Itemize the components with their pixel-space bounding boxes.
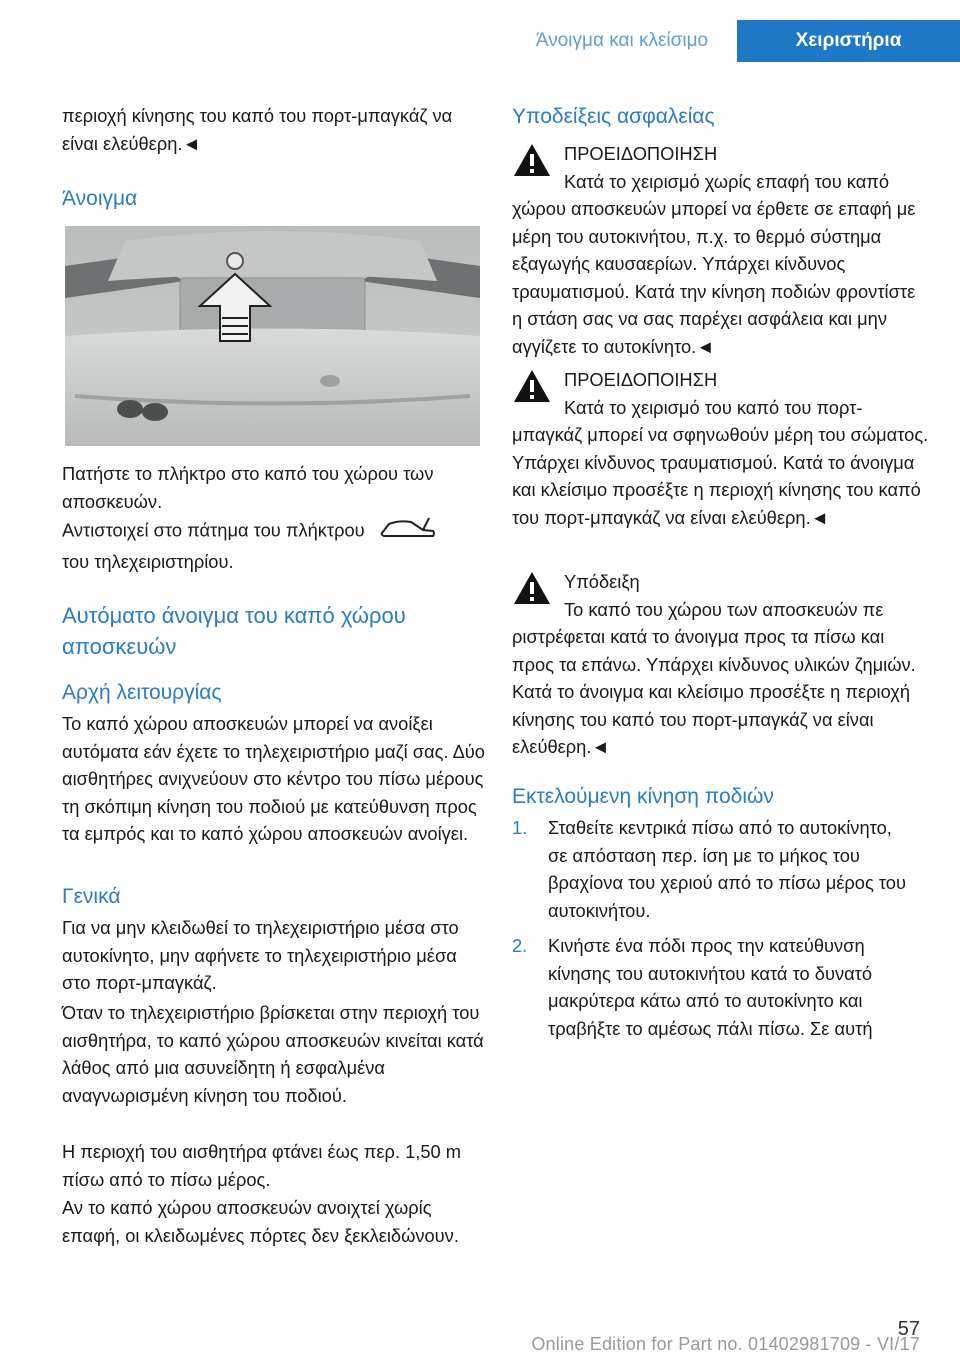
note-block	[512, 568, 930, 761]
remote-text-a: Αντιστοιχεί στο πάτημα του πλήκτρου	[62, 519, 365, 541]
warning-1-title: ΠΡΟΕΙΔΟΠΟΙΗΣΗ	[564, 143, 718, 164]
heading-general: Γενικά	[62, 885, 121, 908]
press-button-text: Πατήστε το πλήκτρο στο καπό του χώρου των αποσκευών.	[62, 463, 434, 512]
intro-text: περιοχή κίνησης του καπό του πορτ-μπαγκάζ να είναι ελεύθερη.◄	[62, 105, 453, 154]
warning-2-text: μπαγκάζ μπορεί να σφηνωθούν μέρη του σώματος. Υπάρχει κίνδυνος τραυματισμού. Κατά το άνοιγμα και κλείσιμο προσέξτε η περιοχή κίνησης του καπό του πορτ-μπαγκάζ να είναι ελεύθερη.◄	[512, 424, 929, 528]
note-text: ριστρέφεται κατά το άνοιγμα προς τα πίσω και προς τα επάνω. Υπάρχει κίνδυνος υλικών ζημιών. Κατά το άνοιγμα και κλείσιμο προσέξτε η περιοχή κίνησης του καπό του πορτ-μπαγκάζ να είναι ελεύθερη.◄	[512, 626, 916, 757]
general-text-3: Η περιοχή του αισθητήρα φτάνει έως περ. 1,50 m πίσω από το πίσω μέρος.	[62, 1141, 461, 1190]
warning-1-first-line: Κατά το χειρισμό χωρίς επαφή του καπό	[564, 170, 890, 192]
note-title: Υπόδειξη	[564, 571, 640, 592]
header-section-title: Άνοιγμα και κλείσιμο	[535, 30, 709, 51]
note-first-line: Το καπό του χώρου των αποσκευών πε	[564, 598, 884, 620]
header-chapter-tab: Χειριστήρια	[737, 20, 960, 62]
heading-auto-open: Αυτόματο άνοιγμα του καπό χώρου αποσκευών	[62, 603, 406, 659]
car-trunk-icon	[379, 516, 437, 548]
heading-foot-movement: Εκτελούμενη κίνηση ποδιών	[512, 785, 774, 808]
steps-list	[512, 814, 912, 1042]
heading-open: Άνοιγμα	[62, 187, 138, 210]
step-item	[512, 932, 912, 1042]
warning-triangle-icon	[512, 368, 552, 404]
general-text-4: Αν το καπό χώρου αποσκευών ανοιχτεί χωρίς επαφή, οι κλειδωμένες πόρτες δεν ξεκλειδώνουν.	[62, 1197, 459, 1246]
step-item	[512, 814, 912, 924]
warning-2-title: ΠΡΟΕΙΔΟΠΟΙΗΣΗ	[564, 369, 718, 390]
principle-text: Το καπό χώρου αποσκευών μπορεί να ανοίξει αυτόματα εάν έχετε το τηλεχειριστήριο μαζί σας. Δύο αισθητήρες ανιχνεύουν στο κέντρο του πίσω μέρους τη σκόπιμη κίνηση του ποδιού με κατεύθυνση προς τα εμπρός και το καπό χώρου αποσκευών ανοίγει.	[62, 713, 485, 844]
trunk-photo	[65, 226, 480, 446]
warning-block-2	[512, 366, 930, 531]
step-text: Κινήστε ένα πόδι προς την κατεύθυνση κίνησης του αυτοκινήτου κατά το δυνατό μακρύτερα κάτω από το αυτοκίνητο και τραβήξτε το αμέσως πάλι πίσω. Σε αυτή	[548, 935, 873, 1039]
warning-triangle-icon	[512, 570, 552, 606]
warning-1-text: χώρου αποσκευών μπορεί να έρθετε σε επαφή με μέρη του αυτοκινήτου, π.χ. το θερμό σύστημα εξαγωγής καυσαερίων. Υπάρχει κίνδυνος τραυματισμού. Κατά την κίνηση ποδιών φροντίστε η στάση σας να σας παρέχει ασφάλεια και μην αγγίζετε το αυτοκίνητο.◄	[512, 198, 916, 357]
warning-2-first-line: Κατά το χειρισμό του καπό του πορτ-	[564, 396, 863, 418]
step-number: 1.	[512, 817, 528, 838]
general-text-1: Για να μην κλειδωθεί το τηλεχειριστήριο μέσα στο αυτοκίνητο, μην αφήνετε το τηλεχειριστήριο μέσα στο πορτ-μπαγκάζ.	[62, 917, 459, 993]
heading-safety: Υποδείξεις ασφαλείας	[512, 105, 715, 128]
remote-text-b: του τηλεχειριστηρίου.	[62, 550, 234, 572]
warning-block-1	[512, 140, 930, 360]
warning-triangle-icon	[512, 142, 552, 178]
general-text-2: Όταν το τηλεχειριστήριο βρίσκεται στην περιοχή του αισθητήρα, το καπό χώρου αποσκευών κινείται κατά λάθος από μια ασυνείδητη ή εσφαλμένα αναγνωρισμένη κίνηση του ποδιού.	[62, 1002, 484, 1106]
footer-edition: Online Edition for Part no. 01402981709 - VI/17	[531, 1334, 920, 1354]
step-text: Σταθείτε κεντρικά πίσω από το αυτοκίνητο, σε απόσταση περ. ίση με το μήκος του βραχίονα του χεριού από το πίσω μέρος του αυτοκινήτου.	[548, 817, 906, 921]
remote-text	[62, 516, 482, 575]
step-number: 2.	[512, 935, 528, 956]
heading-principle: Αρχή λειτουργίας	[62, 681, 222, 704]
page-number: 57	[897, 1318, 920, 1340]
